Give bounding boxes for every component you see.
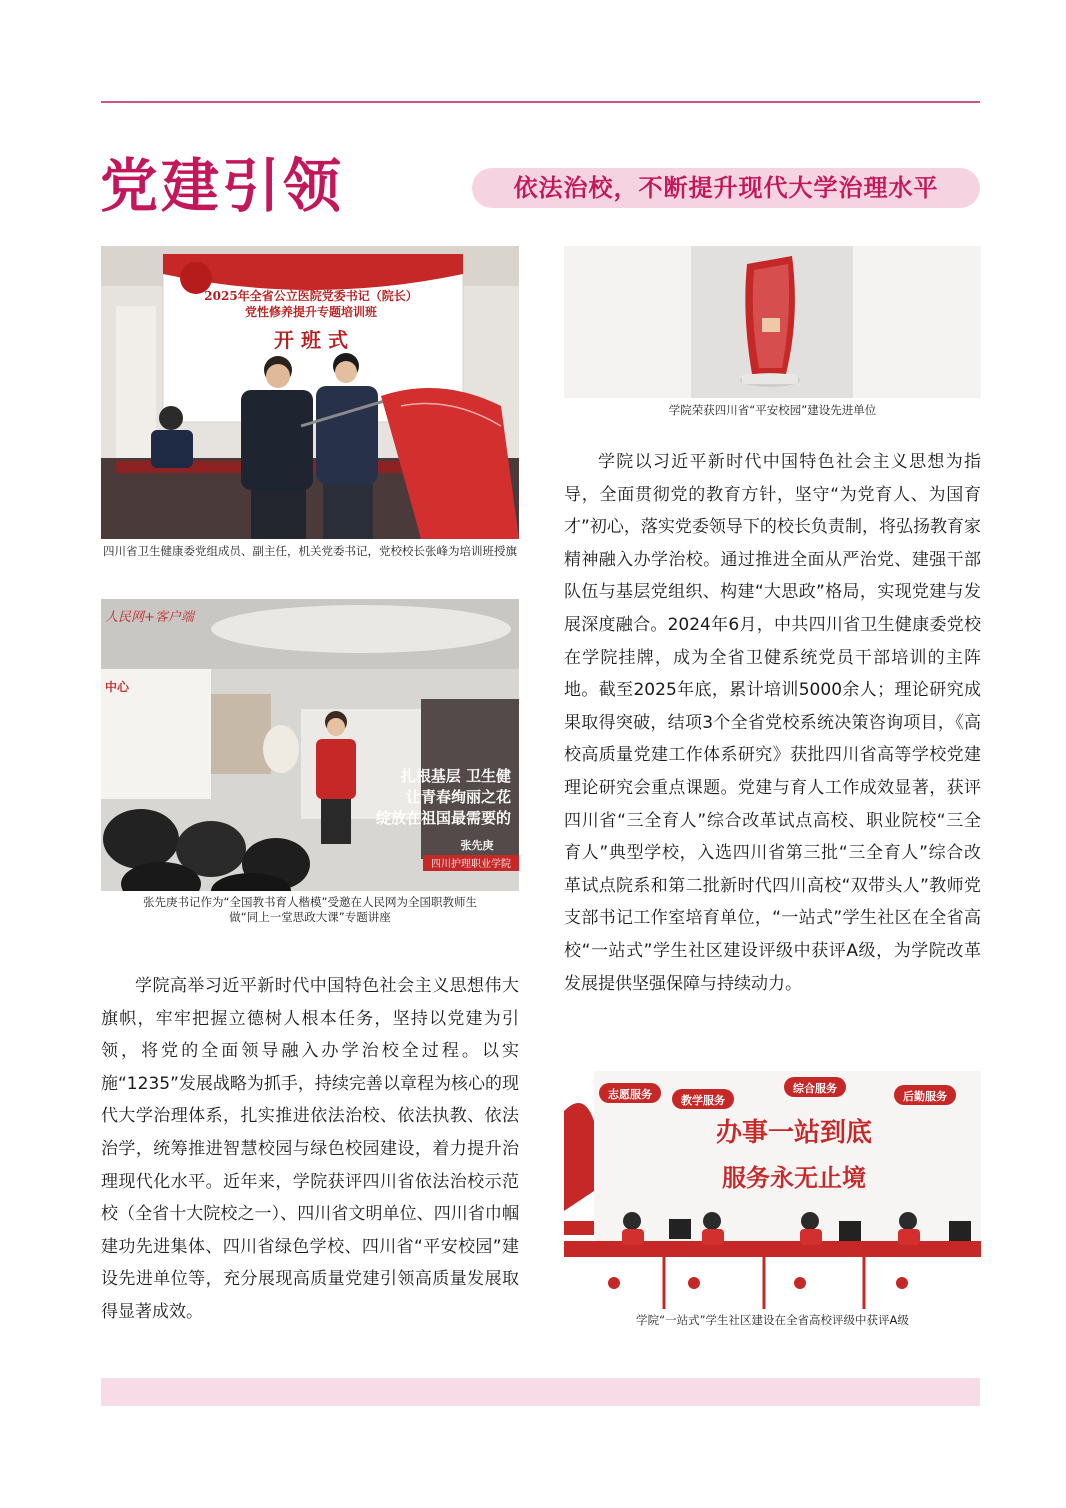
right-paragraph: 学院以习近平新时代中国特色社会主义思想为指导，全面贯彻党的教育方针，坚守“为党育人、为国育才”初心，落实党委领导下的校长负责制，将弘扬教育家精神融入办学治校。通过推进全面从严治党、建强干部队伍与基层党组织、构建“大思政”格局，实现党建与发展深度融合。2024年6月，中共四川省卫生健康委党校在学院挂牌，成为全省卫健系统党员干部培训的主阵地。截至2025年底，累计培训5000余人；理论研究成果取得突破，结项3个全省党校系统决策咨询项目，《高校高质量党建工作体系研究》获批四川省高等学校党建理论研究会重点课题。党建与育人工作成效显著，获评四川省“三全育人”综合改革试点高校、职业院校“三全育人”典型学校，入选四川省第三批“三全育人”综合改革试点院系和第二批新时代四川高校“双带头人”教师党支部书记工作室培育单位，“一站式”学生社区在全省高校“一站式”学生社区建设评级中获评A级，为学院改革发展提供坚强保障与持续动力。	[564, 452, 981, 994]
photo3-caption: 学院荣获四川省“平安校园”建设先进单位	[668, 403, 877, 417]
banner-line1: 2025年全省公立医院党委书记（院长）	[204, 289, 418, 303]
lecture-photo	[101, 599, 519, 891]
service-center-photo	[564, 1071, 981, 1309]
photo2-caption-line2: 做“同上一堂思政大课”专题讲座	[229, 910, 391, 924]
slogan-line1: 办事一站到底	[715, 1118, 873, 1148]
wall-text: 中心	[105, 680, 130, 694]
tag-logistics: 后勤服务	[903, 1090, 947, 1103]
top-divider	[101, 101, 980, 103]
left-body-text	[101, 970, 519, 1329]
left-paragraph: 学院高举习近平新时代中国特色社会主义思想伟大旗帜，牢牢把握立德树人根本任务，坚持以党建为引领，将党的全面领导融入办学治校全过程。以实施“1235”发展战略为抓手，持续完善以章程为核心的现代大学治理体系，扎实推进依法治校、依法执教、依法治学，统筹推进智慧校园与绿色校园建设，着力提升治理现代化水平。近年来，学院获评四川省依法治校示范校（全省十大院校之一）、四川省文明单位、四川省巾帼建功先进集体、四川省绿色学校、四川省“平安校园”建设先进单位等，充分展现高质量党建引领高质量发展取得显著成效。	[101, 976, 519, 1322]
banner-line3: 开 班 式	[274, 328, 348, 352]
slogan-line2: 服务永无止境	[722, 1163, 866, 1192]
tag-volunteer: 志愿服务	[608, 1088, 652, 1101]
speaker-name: 张先庚	[460, 839, 494, 852]
overlay-line3: 绽放在祖国最需要的	[375, 809, 511, 827]
speaker-org: 四川护理职业学院	[431, 859, 511, 870]
tag-teaching: 教学服务	[681, 1094, 725, 1107]
section-subtitle: 依法治校，不断提升现代大学治理水平	[472, 168, 980, 208]
overlay-line1: 扎根基层 卫生健	[400, 767, 511, 785]
bottom-band	[101, 1378, 980, 1406]
banner-line2: 党性修养提升专题培训班	[244, 305, 378, 319]
photo2-caption-line1: 张先庚书记作为“全国教书育人楷模”受邀在人民网为全国职教师生	[143, 895, 477, 909]
overlay-line2: 让青春绚丽之花	[405, 788, 511, 806]
flag-ceremony-photo	[101, 246, 519, 539]
tag-general: 综合服务	[793, 1082, 837, 1095]
photo1-caption: 四川省卫生健康委党组成员、副主任，机关党委书记，党校校长张峰为培训班授旗	[103, 544, 517, 558]
trophy-photo	[564, 246, 981, 398]
watermark-text: 人民网+客户端	[105, 610, 194, 625]
section-title: 党建引领	[100, 152, 345, 220]
photo4-caption: 学院“一站式”学生社区建设在全省高校评级中获评A级	[636, 1313, 909, 1327]
right-body-text	[564, 446, 981, 1000]
